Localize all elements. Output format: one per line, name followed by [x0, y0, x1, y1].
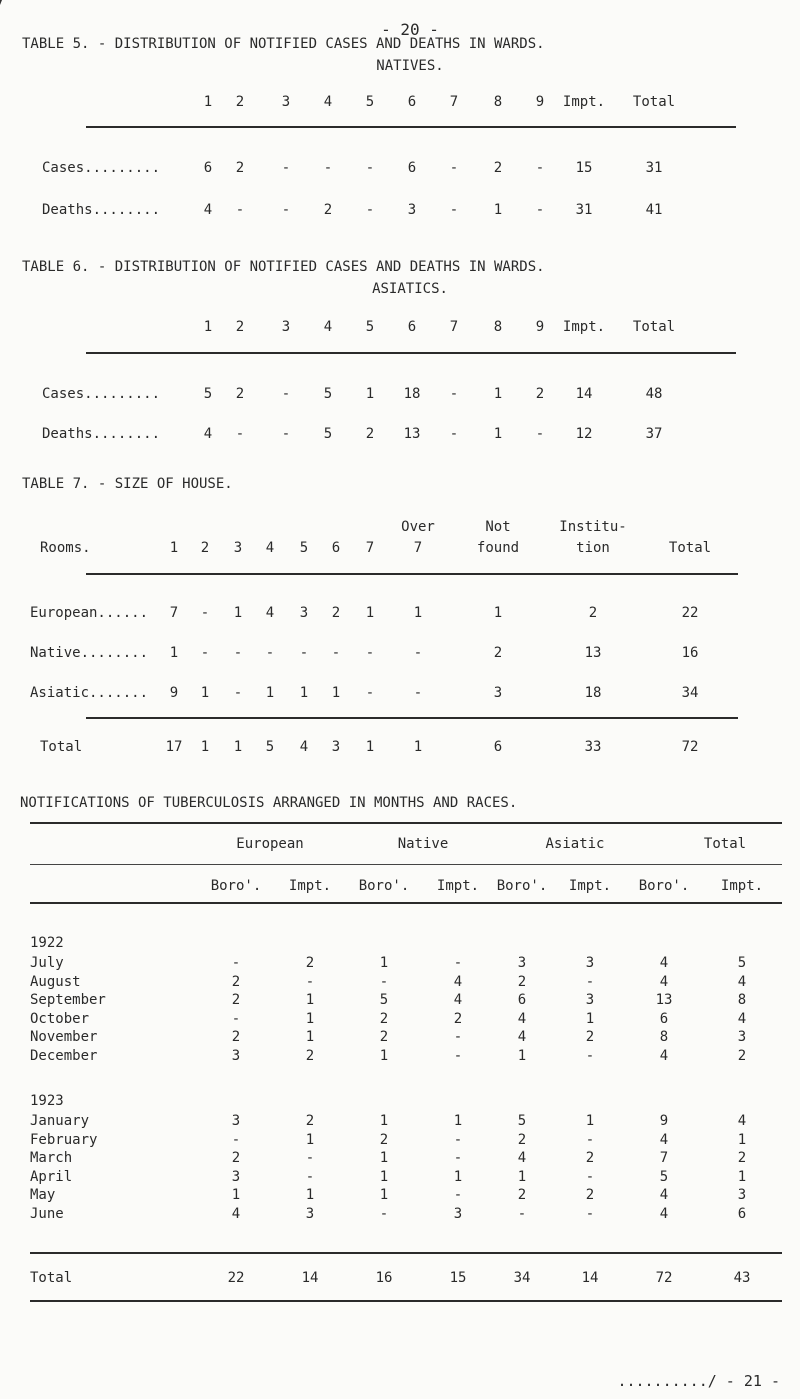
- tb-cell: -: [585, 974, 595, 990]
- tb-cell: -: [305, 1150, 315, 1166]
- table7-total-cell: 1: [233, 739, 243, 755]
- tb-cell: 1: [737, 1169, 747, 1185]
- tb-cell: -: [231, 955, 241, 971]
- table5-cell: -: [365, 160, 375, 176]
- tb-cell: 4: [517, 1011, 527, 1027]
- tb-cell: 3: [585, 992, 595, 1008]
- tb-year: 1923: [30, 1093, 64, 1109]
- tb-cell: -: [231, 1132, 241, 1148]
- table5-cell: 6: [203, 160, 213, 176]
- tb-total-cell: 14: [581, 1270, 599, 1286]
- tb-cell: 6: [659, 1011, 669, 1027]
- table6-row-label: Deaths........: [42, 426, 161, 442]
- tb-subheader: Boro'.: [210, 878, 262, 894]
- table-rule: [86, 573, 738, 575]
- tb-month-label: December: [30, 1048, 98, 1064]
- tb-cell: 2: [231, 1150, 241, 1166]
- tb-cell: 4: [453, 974, 463, 990]
- tb-cell: 1: [231, 1187, 241, 1203]
- tb-subheader: Boro'.: [358, 878, 410, 894]
- tb-cell: 1: [305, 1132, 315, 1148]
- tb-total-cell: 16: [375, 1270, 393, 1286]
- table7-institution-label: Institu-: [559, 519, 627, 535]
- tb-cell: 4: [659, 955, 669, 971]
- table7-cell: 22: [681, 605, 699, 621]
- table5-col-header: 5: [365, 94, 375, 110]
- table7-cell: 1: [233, 605, 243, 621]
- table7-col-header: 1: [169, 540, 179, 556]
- table5-cell: 41: [645, 202, 663, 218]
- table5-cell: -: [449, 160, 459, 176]
- table6-cell: -: [281, 386, 291, 402]
- tb-cell: 1: [379, 1169, 389, 1185]
- table-rule: [86, 717, 738, 719]
- table6-cell: 1: [493, 386, 503, 402]
- tb-cell: 2: [231, 1029, 241, 1045]
- table6-col-header: 9: [535, 319, 545, 335]
- table5-cell: -: [281, 202, 291, 218]
- table7-total-cell: 3: [331, 739, 341, 755]
- table-rule: [30, 822, 782, 824]
- table7-total-label: Total: [668, 540, 712, 556]
- tb-group-header: Asiatic: [545, 836, 605, 852]
- table6-cell: -: [535, 426, 545, 442]
- table7-cell: 1: [169, 645, 179, 661]
- table7-cell: -: [413, 685, 423, 701]
- tb-cell: 7: [659, 1150, 669, 1166]
- tb-cell: -: [517, 1206, 527, 1222]
- tb-cell: 1: [305, 1029, 315, 1045]
- table6-cell: -: [449, 386, 459, 402]
- table5-cell: 1: [493, 202, 503, 218]
- table6-cell: 18: [403, 386, 421, 402]
- tb-cell: 1: [379, 1048, 389, 1064]
- table7-notfound-label: Not: [485, 519, 511, 535]
- table5-col-header: 2: [235, 94, 245, 110]
- tb-cell: 4: [659, 1187, 669, 1203]
- table7-cell: 1: [299, 685, 309, 701]
- table6-cell: 2: [365, 426, 375, 442]
- tb-subheader: Boro'.: [638, 878, 690, 894]
- tb-cell: -: [379, 1206, 389, 1222]
- table5-cell: -: [281, 160, 291, 176]
- table7-row-label: Asiatic.......: [30, 685, 149, 701]
- table5-col-header: 1: [203, 94, 213, 110]
- tb-cell: -: [305, 974, 315, 990]
- tb-cell: 6: [737, 1206, 747, 1222]
- table5-cell: 31: [575, 202, 593, 218]
- table6-cell: 37: [645, 426, 663, 442]
- table5-cell: 2: [493, 160, 503, 176]
- table7-cell: -: [299, 645, 309, 661]
- tb-cell: 2: [305, 1048, 315, 1064]
- tb-cell: 2: [517, 974, 527, 990]
- table5-row-label: Deaths........: [42, 202, 161, 218]
- tb-total-cell: 43: [733, 1270, 751, 1286]
- tb-cell: 1: [453, 1113, 463, 1129]
- table7-cell: 1: [365, 605, 375, 621]
- tb-cell: 1: [305, 1011, 315, 1027]
- tb-cell: 2: [379, 1029, 389, 1045]
- tb-cell: -: [585, 1206, 595, 1222]
- tb-cell: 4: [517, 1150, 527, 1166]
- tb-cell: 1: [305, 992, 315, 1008]
- table5-subtitle: NATIVES.: [376, 58, 444, 74]
- table6-col-header: 4: [323, 319, 333, 335]
- table7-cell: -: [413, 645, 423, 661]
- tb-cell: 2: [585, 1029, 595, 1045]
- table7-cell: -: [365, 685, 375, 701]
- table7-cell: 7: [169, 605, 179, 621]
- table6-col-header: 8: [493, 319, 503, 335]
- tb-total-cell: 22: [227, 1270, 245, 1286]
- page-number: - 20 -: [381, 20, 439, 39]
- table5-cell: 6: [407, 160, 417, 176]
- tb-cell: 6: [517, 992, 527, 1008]
- table7-col-header: 5: [299, 540, 309, 556]
- table7-cell: -: [233, 645, 243, 661]
- table5-cell: 31: [645, 160, 663, 176]
- tb-cell: 2: [585, 1150, 595, 1166]
- table7-cell: 3: [493, 685, 503, 701]
- table7-title: TABLE 7. - SIZE OF HOUSE.: [22, 476, 233, 492]
- tb-year: 1922: [30, 935, 64, 951]
- table5-title: TABLE 5. - DISTRIBUTION OF NOTIFIED CASES AND DEATHS IN WARDS.: [22, 36, 545, 52]
- tb-cell: 4: [231, 1206, 241, 1222]
- table6-cell: 5: [323, 426, 333, 442]
- table6-col-header: 3: [281, 319, 291, 335]
- table7-row-label: Native........: [30, 645, 149, 661]
- table7-cell: -: [200, 645, 210, 661]
- table6-col-header: Total: [632, 319, 676, 335]
- table6-title: TABLE 6. - DISTRIBUTION OF NOTIFIED CASES AND DEATHS IN WARDS.: [22, 259, 545, 275]
- table7-total-cell: 6: [493, 739, 503, 755]
- tb-cell: 3: [737, 1029, 747, 1045]
- tb-cell: 4: [659, 1132, 669, 1148]
- tb-cell: 2: [517, 1187, 527, 1203]
- table-rule: [30, 1252, 782, 1254]
- tb-month-label: October: [30, 1011, 90, 1027]
- tb-cell: 5: [659, 1169, 669, 1185]
- table6-col-header: 6: [407, 319, 417, 335]
- tb-cell: 2: [737, 1150, 747, 1166]
- tb-cell: 3: [231, 1113, 241, 1129]
- tb-cell: 1: [585, 1011, 595, 1027]
- table7-total-cell: 33: [584, 739, 602, 755]
- table7-cell: 16: [681, 645, 699, 661]
- table-rule: [30, 864, 782, 865]
- table6-cell: -: [235, 426, 245, 442]
- table7-cell: 34: [681, 685, 699, 701]
- table6-cell: 5: [323, 386, 333, 402]
- table5-col-header: 3: [281, 94, 291, 110]
- table5-col-header: Total: [632, 94, 676, 110]
- tb-group-header: Native: [397, 836, 449, 852]
- tb-cell: 1: [305, 1187, 315, 1203]
- table7-cell: -: [233, 685, 243, 701]
- table7-rooms-label: Rooms.: [40, 540, 91, 556]
- table5-cell: -: [535, 160, 545, 176]
- tb-cell: 5: [517, 1113, 527, 1129]
- tb-total-row-label: Total: [30, 1270, 73, 1286]
- tb-cell: 9: [659, 1113, 669, 1129]
- table6-cell: 14: [575, 386, 593, 402]
- table7-total-cell: 1: [200, 739, 210, 755]
- table7-col-header: 2: [200, 540, 210, 556]
- margin-mark: [0, 0, 32, 70]
- tb-cell: 1: [379, 1113, 389, 1129]
- tb-total-cell: 34: [513, 1270, 531, 1286]
- table5-col-header: Impt.: [562, 94, 606, 110]
- table6-cell: -: [281, 426, 291, 442]
- table5-col-header: 8: [493, 94, 503, 110]
- table6-cell: -: [449, 426, 459, 442]
- tb-cell: 3: [305, 1206, 315, 1222]
- tb-cell: -: [453, 1029, 463, 1045]
- tb-group-header: Total: [703, 836, 747, 852]
- tb-cell: 1: [379, 955, 389, 971]
- tb-cell: 2: [585, 1187, 595, 1203]
- table5-col-header: 4: [323, 94, 333, 110]
- table5-col-header: 9: [535, 94, 545, 110]
- table7-cell: -: [265, 645, 275, 661]
- tb-cell: 2: [379, 1132, 389, 1148]
- table6-col-header: 5: [365, 319, 375, 335]
- tb-cell: -: [379, 974, 389, 990]
- tb-cell: 13: [655, 992, 673, 1008]
- table7-institution-label: tion: [576, 540, 610, 556]
- tb-cell: 8: [737, 992, 747, 1008]
- table7-over-label: Over: [401, 519, 435, 535]
- table7-cell: 1: [200, 685, 210, 701]
- table-rule: [86, 352, 736, 354]
- tb-cell: -: [453, 1187, 463, 1203]
- table7-total-cell: 1: [413, 739, 423, 755]
- tb-cell: 4: [737, 1113, 747, 1129]
- tb-cell: 2: [453, 1011, 463, 1027]
- table-rule: [86, 126, 736, 128]
- tb-group-header: European: [236, 836, 304, 852]
- tb-cell: 2: [517, 1132, 527, 1148]
- table6-cell: 2: [235, 386, 245, 402]
- table6-col-header: 2: [235, 319, 245, 335]
- table5-row-label: Cases.........: [42, 160, 161, 176]
- table-rule: [30, 902, 782, 904]
- tb-month-label: November: [30, 1029, 98, 1045]
- table7-cell: 13: [584, 645, 602, 661]
- table5-cell: -: [235, 202, 245, 218]
- table6-col-header: 1: [203, 319, 213, 335]
- table7-cell: -: [365, 645, 375, 661]
- tb-cell: 4: [453, 992, 463, 1008]
- tb-cell: -: [585, 1169, 595, 1185]
- tb-cell: 1: [737, 1132, 747, 1148]
- tb-total-cell: 14: [301, 1270, 319, 1286]
- tb-cell: 3: [585, 955, 595, 971]
- tb-total-cell: 15: [449, 1270, 467, 1286]
- table7-total-cell: 17: [165, 739, 183, 755]
- tb-cell: -: [305, 1169, 315, 1185]
- tb-cell: 4: [659, 1048, 669, 1064]
- tb-cell: 3: [453, 1206, 463, 1222]
- tb-cell: -: [231, 1011, 241, 1027]
- table5-cell: -: [323, 160, 333, 176]
- table5-col-header: 6: [407, 94, 417, 110]
- tb-month-label: September: [30, 992, 106, 1008]
- table7-cell: 2: [331, 605, 341, 621]
- tb-cell: 3: [231, 1048, 241, 1064]
- tb-cell: 4: [737, 1011, 747, 1027]
- table7-cell: 1: [265, 685, 275, 701]
- table5-cell: -: [449, 202, 459, 218]
- table7-cell: 1: [413, 605, 423, 621]
- tb-cell: -: [585, 1132, 595, 1148]
- table7-total-row-label: Total: [40, 739, 83, 755]
- table6-subtitle: ASIATICS.: [372, 281, 448, 297]
- table7-col-header: 6: [331, 540, 341, 556]
- table7-cell: -: [200, 605, 210, 621]
- page-footer: ........../ - 21 -: [617, 1372, 780, 1390]
- table7-cell: 3: [299, 605, 309, 621]
- tb-month-label: January: [30, 1113, 90, 1129]
- table7-total-cell: 4: [299, 739, 309, 755]
- table6-cell: 48: [645, 386, 663, 402]
- tb-cell: 2: [305, 1113, 315, 1129]
- tb-cell: 2: [231, 992, 241, 1008]
- tb-cell: -: [453, 1150, 463, 1166]
- table5-cell: 15: [575, 160, 593, 176]
- table7-cell: 4: [265, 605, 275, 621]
- tb-month-label: June: [30, 1206, 64, 1222]
- table7-cell: 2: [493, 645, 503, 661]
- tb-cell: 4: [517, 1029, 527, 1045]
- table7-over-label: 7: [413, 540, 423, 556]
- tb-subheader: Boro'.: [496, 878, 548, 894]
- table6-cell: 4: [203, 426, 213, 442]
- tb-cell: 2: [231, 974, 241, 990]
- tb-month-label: February: [30, 1132, 98, 1148]
- tb-cell: 3: [737, 1187, 747, 1203]
- tb-cell: 2: [737, 1048, 747, 1064]
- tb-cell: 8: [659, 1029, 669, 1045]
- tb-cell: 5: [737, 955, 747, 971]
- table6-cell: 2: [535, 386, 545, 402]
- tb-subheader: Impt.: [720, 878, 764, 894]
- table7-col-header: 3: [233, 540, 243, 556]
- table6-col-header: Impt.: [562, 319, 606, 335]
- table5-cell: -: [365, 202, 375, 218]
- tb-cell: 4: [659, 1206, 669, 1222]
- tb-cell: -: [453, 1048, 463, 1064]
- tb-cell: 1: [379, 1187, 389, 1203]
- tb-total-cell: 72: [655, 1270, 673, 1286]
- table6-col-header: 7: [449, 319, 459, 335]
- tb-cell: 1: [517, 1169, 527, 1185]
- table7-total-cell: 5: [265, 739, 275, 755]
- table7-notfound-label: found: [476, 540, 520, 556]
- tb-month-label: March: [30, 1150, 73, 1166]
- table5-cell: 3: [407, 202, 417, 218]
- tb-cell: 1: [379, 1150, 389, 1166]
- tb-cell: 4: [737, 974, 747, 990]
- tb-month-label: May: [30, 1187, 56, 1203]
- tb-cell: -: [585, 1048, 595, 1064]
- table6-cell: 1: [365, 386, 375, 402]
- table7-cell: 1: [493, 605, 503, 621]
- table6-cell: 1: [493, 426, 503, 442]
- table7-total-cell: 1: [365, 739, 375, 755]
- tb-cell: 4: [659, 974, 669, 990]
- tb-cell: 3: [517, 955, 527, 971]
- table7-cell: -: [331, 645, 341, 661]
- table6-cell: 13: [403, 426, 421, 442]
- tb-cell: 3: [231, 1169, 241, 1185]
- table6-cell: 5: [203, 386, 213, 402]
- table-rule: [30, 1300, 782, 1302]
- table7-total-cell: 72: [681, 739, 699, 755]
- table5-cell: 2: [323, 202, 333, 218]
- table7-cell: 2: [588, 605, 598, 621]
- table6-row-label: Cases.........: [42, 386, 161, 402]
- tb-month-label: July: [30, 955, 64, 971]
- table5-col-header: 7: [449, 94, 459, 110]
- tb-cell: -: [453, 1132, 463, 1148]
- tb-month-label: August: [30, 974, 81, 990]
- tb-cell: 2: [305, 955, 315, 971]
- tb-cell: 1: [453, 1169, 463, 1185]
- tb-subheader: Impt.: [288, 878, 332, 894]
- table7-cell: 18: [584, 685, 602, 701]
- table7-col-header: 4: [265, 540, 275, 556]
- table5-cell: -: [535, 202, 545, 218]
- table7-cell: 1: [331, 685, 341, 701]
- table5-cell: 2: [235, 160, 245, 176]
- tb-subheader: Impt.: [568, 878, 612, 894]
- table7-row-label: European......: [30, 605, 149, 621]
- table7-col-header: 7: [365, 540, 375, 556]
- tb-cell: -: [453, 955, 463, 971]
- tb-cell: 2: [379, 1011, 389, 1027]
- tb-month-label: April: [30, 1169, 73, 1185]
- tb-cell: 1: [585, 1113, 595, 1129]
- table6-cell: 12: [575, 426, 593, 442]
- tb-cell: 1: [517, 1048, 527, 1064]
- tb-title: NOTIFICATIONS OF TUBERCULOSIS ARRANGED IN MONTHS AND RACES.: [20, 795, 518, 811]
- tb-subheader: Impt.: [436, 878, 480, 894]
- table5-cell: 4: [203, 202, 213, 218]
- tb-cell: 5: [379, 992, 389, 1008]
- table7-cell: 9: [169, 685, 179, 701]
